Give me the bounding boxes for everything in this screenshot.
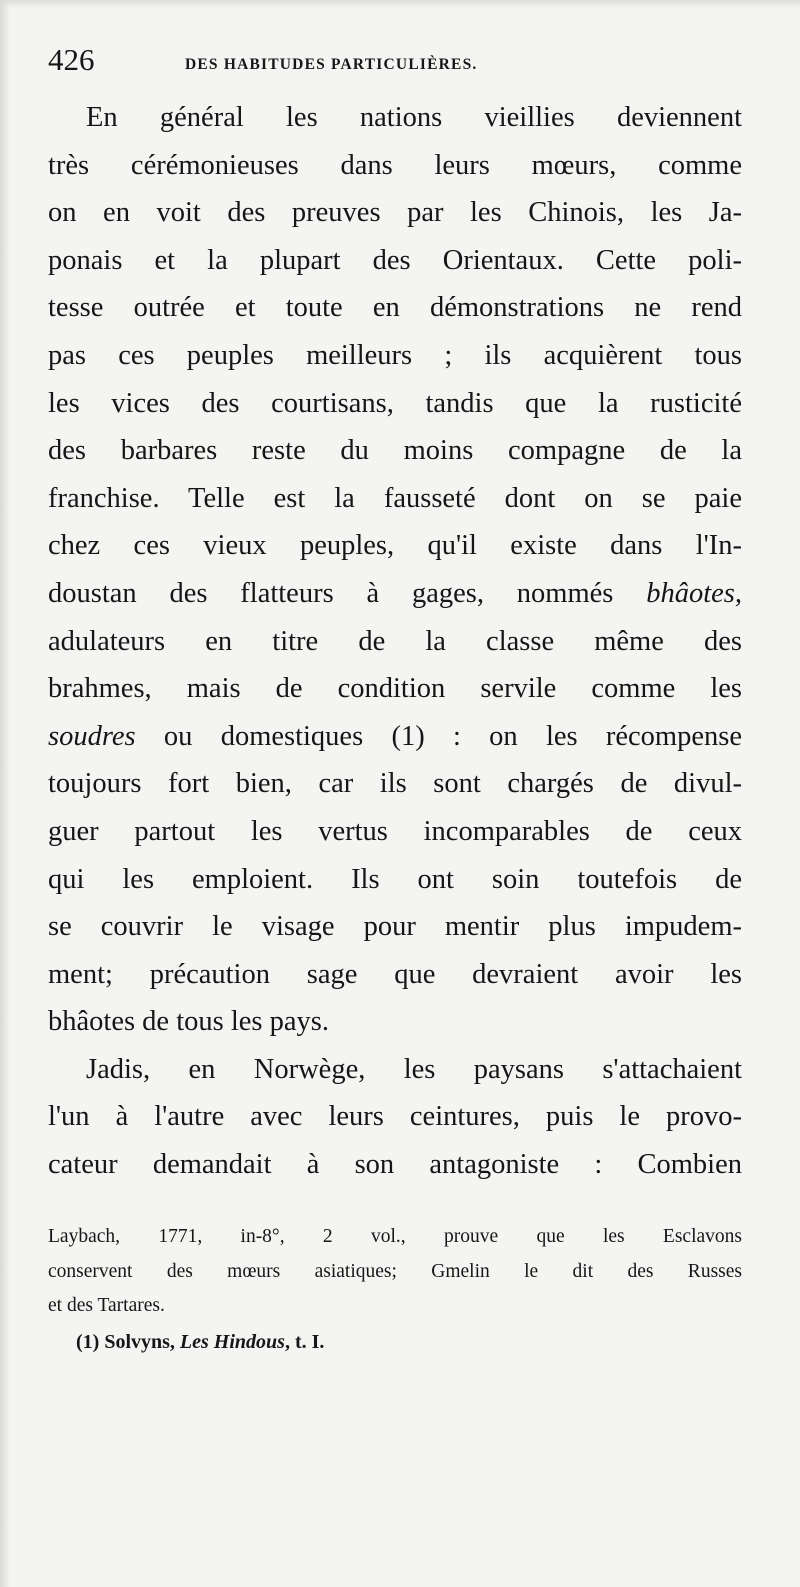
- text-line: qui les emploient. Ils ont soin toutefois de: [48, 863, 742, 895]
- italic-word-bhaotes: bhâotes,: [646, 577, 742, 609]
- text-line: cateur demandait à son antagoniste : Combien: [48, 1149, 742, 1181]
- text-line: franchise. Telle est la fausseté dont on se paie: [48, 482, 742, 514]
- text-segment: ou domestiques (1) : on les récompense: [163, 720, 742, 752]
- text-line: les vices des courtisans, tandis que la rusticité: [48, 387, 742, 419]
- text-line: tesse outrée et toute en démonstrations ne rend: [48, 292, 742, 324]
- text-line: toujours fort bien, car ils sont chargés de divul-: [48, 768, 742, 800]
- footnotes: [48, 1220, 742, 1360]
- text-line: chez ces vieux peuples, qu'il existe dans l'In-: [48, 530, 742, 562]
- text-line: [48, 713, 742, 761]
- text-line: bhâotes de tous les pays.: [48, 1006, 329, 1038]
- text-line: pas ces peuples meilleurs ; ils acquièrent tous: [48, 339, 742, 371]
- text-line: brahmes, mais de condition servile comme les: [48, 673, 742, 705]
- text-line: En général les nations vieillies deviennent: [86, 102, 742, 133]
- text-line: l'un à l'autre avec leurs ceintures, puis le provo-: [48, 1101, 742, 1133]
- scan-edge-shadow-left: [0, 0, 10, 1587]
- text-line: guer partout les vertus incomparables de ceux: [48, 815, 742, 847]
- body-text: [48, 94, 742, 1189]
- italic-word-soudres: soudres: [48, 720, 136, 752]
- footnote-line: conservent des mœurs asiatiques; Gmelin le dit des Russes: [48, 1260, 742, 1282]
- text-line: des barbares reste du moins compagne de la: [48, 435, 742, 467]
- text-line: se couvrir le visage pour mentir plus impudem-: [48, 911, 742, 943]
- footnote-line: et des Tartares.: [48, 1295, 165, 1317]
- page-number: 426: [48, 42, 95, 77]
- running-head: [48, 40, 748, 90]
- text-line: on en voit des preuves par les Chinois, les Ja-: [48, 197, 742, 229]
- footnote-line: Laybach, 1771, in-8°, 2 vol., prouve que les Esclavons: [48, 1226, 742, 1247]
- footnote-marker: (1): [76, 1331, 100, 1354]
- text-line: très cérémonieuses dans leurs mœurs, comme: [48, 149, 742, 181]
- footnote-tail: , t. I.: [284, 1331, 325, 1354]
- footnote-author: Solvyns,: [104, 1331, 175, 1354]
- footnote-title: Les Hindous: [179, 1331, 285, 1354]
- running-head-title: DES HABITUDES PARTICULIÈRES.: [185, 56, 478, 73]
- scan-edge-shadow-top: [0, 0, 800, 8]
- text-line: adulateurs en titre de la classe même des: [48, 625, 742, 657]
- text-segment: doustan des flatteurs à gages, nommés: [48, 577, 614, 609]
- text-line: Jadis, en Norwège, les paysans s'attachaient: [86, 1053, 742, 1085]
- footnote-1: [48, 1324, 742, 1360]
- text-line: ment; précaution sage que devraient avoir les: [48, 958, 742, 990]
- text-line: [48, 570, 742, 618]
- text-line: ponais et la plupart des Orientaux. Cette poli-: [48, 244, 742, 276]
